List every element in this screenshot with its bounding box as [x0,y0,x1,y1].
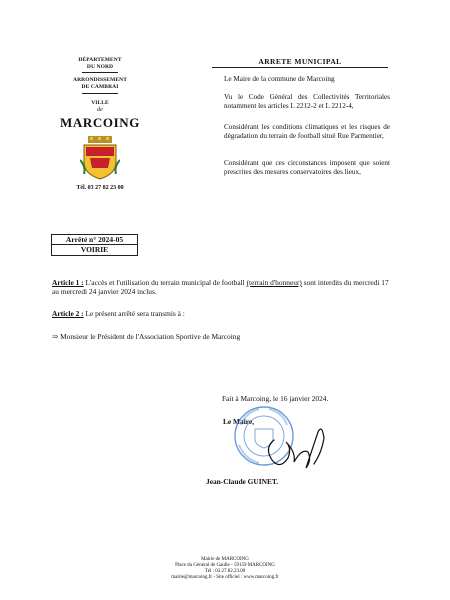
decree-number: Arrêté n° 2024-05 [52,235,137,245]
decree-number-box [51,234,138,256]
article-2-text: Le présent arrêté sera transmis à : [83,309,185,318]
page-title: ARRETE MUNICIPAL [212,57,388,68]
preamble-vu: Vu le Code Général des Collectivités Territoriales notamment les articles L 2212-2 et L 2212-4, [224,93,390,110]
arr-line1: ARRONDISSEMENT [73,77,127,83]
preamble-considerant-1: Considérant les conditions climatiques et les risques de dégradation du terrain de football situé Rue Parmentier, [224,123,390,140]
decree-category: VOIRIE [80,245,109,254]
footer [150,557,300,581]
arr-line2: DE CAMBRAI [81,83,119,90]
mayor-title: Le Maire, [223,417,255,426]
footer-line-1: Mairie de MARCOING [201,557,249,562]
mayor-name: Jean-Claude GUINET. [206,477,279,486]
dept-line2: DU NORD [86,63,114,70]
arrow-right-icon: ⇒ [52,332,59,341]
article-1-text-part1: L'accès et l'utilisation du terrain municipal de football [83,278,247,287]
article-1 [52,278,397,296]
ville-de: de [97,107,103,113]
recipient-line [52,333,397,342]
preamble-considerant-2: Considérant que ces circonstances imposent que soient prescrites des mesures conservatoires des lieux, [224,159,390,176]
footer-line-4: mairie@marcoing.fr - Site officiel : www.marcoing.fr [171,575,279,580]
department-block [55,57,145,70]
preamble-mayor: Le Maire de la commune de Marcoing [224,75,335,83]
divider [82,72,118,73]
town-crest-icon [80,136,120,180]
recipient-name: Monsieur le Président de l'Association Sportive de Marcoing [60,332,241,341]
mayor-signature [262,418,332,476]
divider [82,93,118,94]
arrondissement-block [55,77,145,90]
ville-label: VILLE [91,100,109,106]
article-1-label: Article 1 : [52,278,84,287]
footer-line-3: Tél : 03.27.82.23.00 [204,569,246,574]
article-2-label: Article 2 : [52,309,84,318]
article-1-text-part2: sont interdits du mercredi 17 au mercredi 24 janvier 2024 inclus. [52,278,389,296]
town-phone: Tél. 03 27 82 23 00 [76,185,124,191]
place-date: Fait à Marcoing, le 16 janvier 2024. [222,394,329,403]
article-2 [52,310,397,319]
footer-line-2: Place du Général de Gaulle - 59159 MARCOING [175,563,275,568]
town-name: MARCOING [60,115,140,130]
dept-line1: DÉPARTEMENT [78,57,122,63]
article-1-underlined: (terrain d'honneur) [246,278,302,287]
